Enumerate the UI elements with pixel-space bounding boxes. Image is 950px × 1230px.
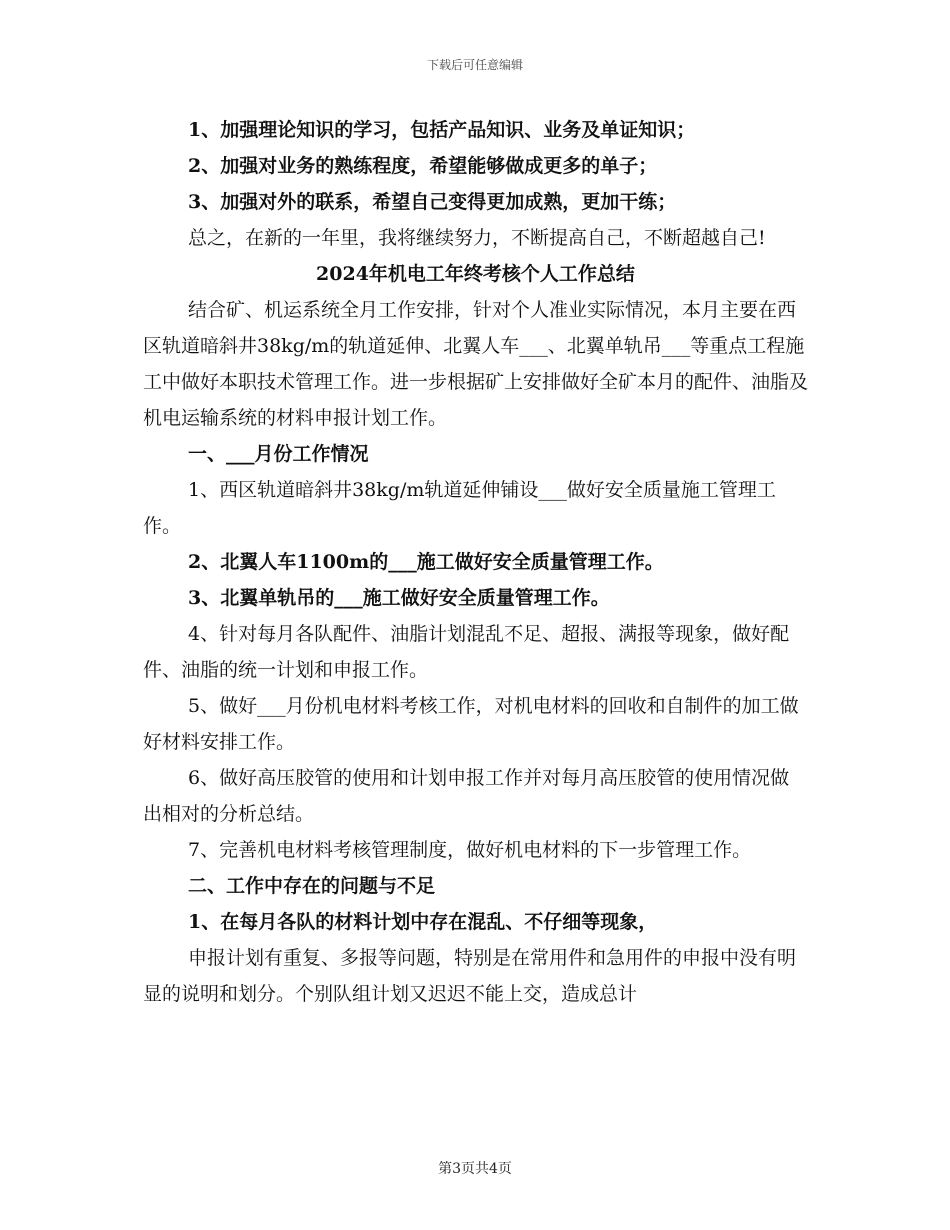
section-heading: 一、___月份工作情况: [188, 443, 369, 465]
paragraph: 1、加强理论知识的学习，包括产品知识、业务及单证知识；: [188, 119, 696, 141]
section-title: 2024年机电工年终考核个人工作总结: [316, 263, 635, 285]
paragraph: 2、北翼人车1100m的___施工做好安全质量管理工作。: [188, 551, 664, 573]
paragraph: 3、加强对外的联系，希望自己变得更加成熟，更加干练；: [188, 191, 677, 213]
paragraph: 1、在每月各队的材料计划中存在混乱、不仔细等现象，: [188, 911, 658, 933]
section-heading: 二、工作中存在的问题与不足: [188, 875, 436, 897]
paragraph: 2、加强对业务的熟练程度，希望能够做成更多的单子；: [188, 155, 658, 177]
paragraph: 5、做好___月份机电材料考核工作，对机电材料的回收和自制件的加工做好材料安排工作。: [143, 695, 799, 753]
paragraph: 3、北翼单轨吊的___施工做好安全质量管理工作。: [188, 587, 610, 609]
paragraph: 总之，在新的一年里，我将继续努力，不断提高自己，不断超越自己!: [188, 227, 766, 249]
paragraph: 申报计划有重复、多报等问题，特别是在常用件和急用件的申报中没有明显的说明和划分。个别队组计划又迟迟不能上交，造成总计: [143, 947, 797, 1005]
paragraph: 4、针对每月各队配件、油脂计划混乱不足、超报、满报等现象，做好配件、油脂的统一计划和申报工作。: [143, 623, 790, 681]
page-header: 下载后可任意编辑: [426, 58, 523, 72]
paragraph: 1、西区轨道暗斜井38kg/m轨道延伸铺设___做好安全质量施工管理工作。: [143, 479, 776, 537]
paragraph: 7、完善机电材料考核管理制度，做好机电材料的下一步管理工作。: [188, 839, 752, 861]
page-footer: 第3页共4页: [438, 1161, 512, 1177]
paragraph: 结合矿、机运系统全月工作安排，针对个人准业实际情况，本月主要在西区轨道暗斜井38kg/m的轨道延伸、北翼人车___、北翼单轨吊___等重点工程施工中做好本职技术管理工作。进一步根据矿上安排做好全矿本月的配件、油脂及机电运输系统的材料申报计划工作。: [143, 299, 809, 429]
document-body: [143, 112, 808, 1012]
paragraph: 6、做好高压胶管的使用和计划申报工作并对每月高压胶管的使用情况做出相对的分析总结。: [143, 767, 790, 825]
